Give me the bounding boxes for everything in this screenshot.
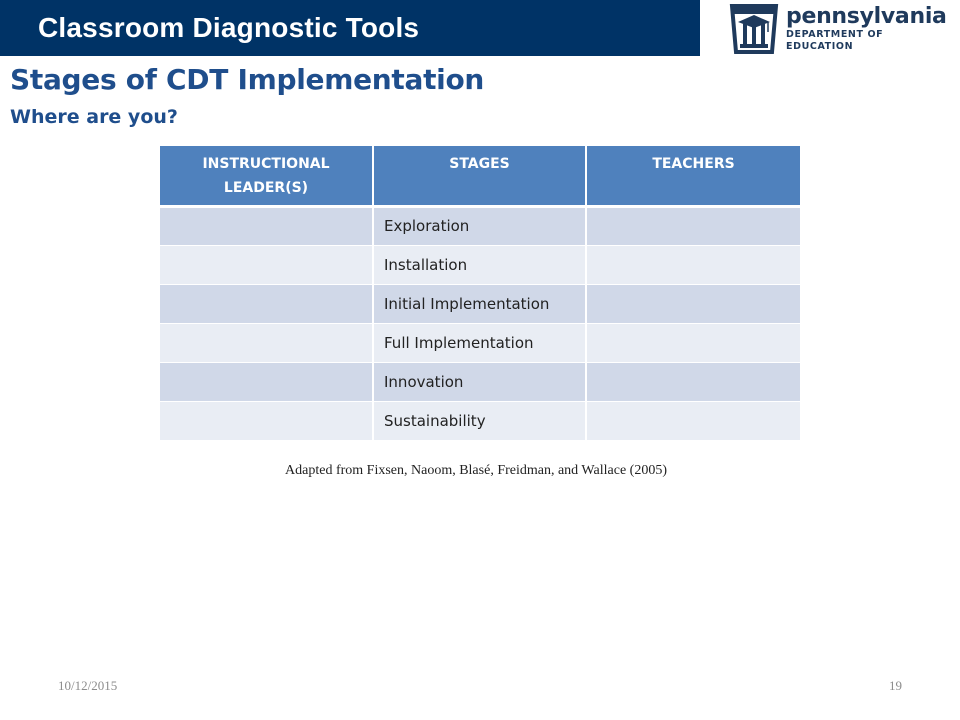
leader-cell: [160, 206, 373, 245]
leader-cell: [160, 362, 373, 401]
column-header-teachers: TEACHERS: [586, 146, 800, 206]
teachers-cell: [586, 245, 800, 284]
table-row: [160, 401, 800, 440]
slide-title: Stages of CDT Implementation: [10, 63, 485, 96]
column-header-instructional-leaders: INSTRUCTIONAL LEADER(S): [160, 146, 373, 206]
keystone-seal-icon: [728, 2, 780, 56]
table-row: [160, 362, 800, 401]
title-banner: [0, 0, 700, 56]
table-row: [160, 323, 800, 362]
stage-cell: Full Implementation: [373, 323, 586, 362]
teachers-cell: [586, 284, 800, 323]
stage-cell: Sustainability: [373, 401, 586, 440]
slide-subtitle: Where are you?: [10, 106, 178, 128]
stage-cell: Initial Implementation: [373, 284, 586, 323]
pa-department-logo: [728, 2, 954, 56]
logo-state-name: pennsylvania: [786, 4, 947, 29]
stage-cell: Exploration: [373, 206, 586, 245]
source-citation: Adapted from Fixsen, Naoom, Blasé, Freidman, and Wallace (2005): [285, 463, 667, 478]
teachers-cell: [586, 323, 800, 362]
column-header-stages: STAGES: [373, 146, 586, 206]
teachers-cell: [586, 362, 800, 401]
stage-cell: Innovation: [373, 362, 586, 401]
implementation-stages-table: [160, 146, 800, 441]
table-row: [160, 245, 800, 284]
footer-page-number: 19: [889, 678, 902, 693]
table-row: [160, 206, 800, 245]
leader-cell: [160, 323, 373, 362]
teachers-cell: [586, 206, 800, 245]
footer-date: 10/12/2015: [58, 678, 118, 693]
stage-cell: Installation: [373, 245, 586, 284]
table-row: [160, 284, 800, 323]
banner-title: Classroom Diagnostic Tools: [38, 12, 420, 43]
leader-cell: [160, 245, 373, 284]
teachers-cell: [586, 401, 800, 440]
leader-cell: [160, 401, 373, 440]
table-header-row: [160, 146, 800, 206]
leader-cell: [160, 284, 373, 323]
logo-department-name: DEPARTMENT OF EDUCATION: [786, 29, 884, 52]
